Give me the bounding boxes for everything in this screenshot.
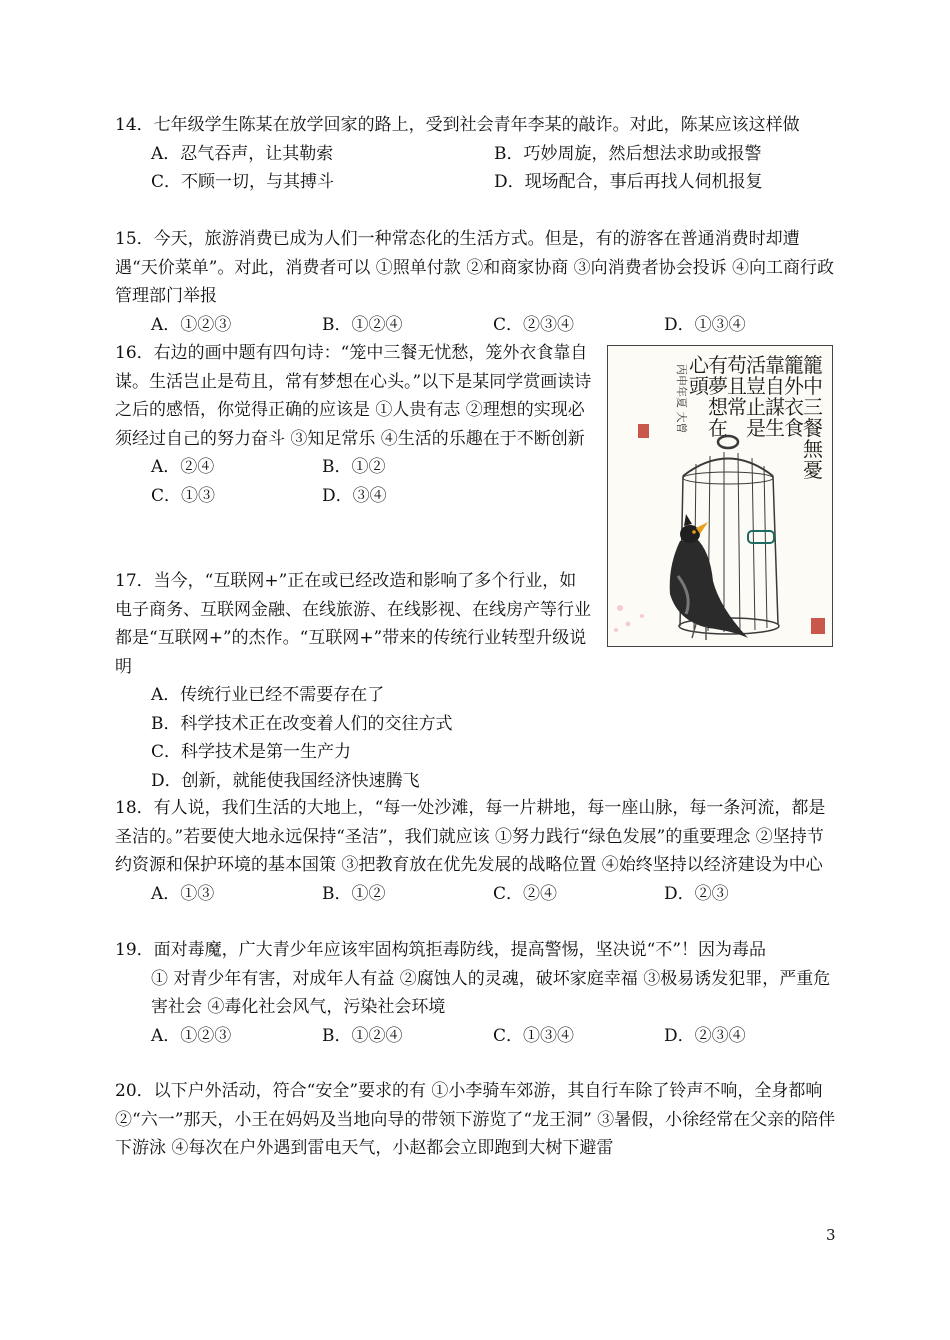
inscription-glyph: 常 [727, 395, 747, 419]
option-d: D．创新，就能使我国经济快速腾飞 [151, 770, 420, 791]
seal-icon [811, 618, 825, 634]
bird-cage-painting [607, 345, 833, 647]
inscription-glyph: 頭 [689, 374, 709, 398]
inscription-glyph: 夢 [708, 374, 728, 398]
page-number: 3 [826, 1226, 836, 1244]
inscription-glyph: 且 [727, 374, 747, 398]
inscription-glyph: 衣 [784, 395, 804, 419]
question-stem: 15．今天，旅游消费已成为人们一种常态化的生活方式。但是，有的游客在普通消费时却遭遇“天价菜单”。对此，消费者可以 ①照单付款 ②和商家协商 ③向消费者协会投诉 ④向工商行政管理部门举报 [115, 229, 834, 306]
option-c: C．①③④ [493, 1025, 575, 1046]
inscription-glyph: 是 [746, 416, 766, 440]
question-14 [115, 111, 837, 197]
option-a: A．①②③ [151, 314, 232, 335]
option-b: B．①② [322, 457, 386, 477]
question-stem: 19．面对毒魔，广大青少年应该牢固构筑拒毒防线，提高警惕，坚决说“不”！因为毒品 [115, 940, 767, 960]
question-statements: ① 对青少年有害，对成年人有益 ②腐蚀人的灵魂，破坏家庭幸福 ③极易诱发犯罪，严重危害社会 ④毒化社会风气，污染社会环境 [151, 968, 831, 1017]
question-17 [115, 567, 593, 795]
inscription-glyph: 豈 [746, 374, 766, 398]
option-a: A．②④ [151, 457, 215, 477]
option-d: D．现场配合，事后再找人伺机报复 [494, 172, 763, 192]
inscription-glyph: 中 [803, 374, 823, 398]
option-c: C．①③ [151, 485, 216, 506]
question-19 [115, 936, 837, 1050]
option-a: A．①③ [151, 883, 215, 904]
question-stem: 14．七年级学生陈某在放学回家的路上，受到社会青年李某的敲诈。对此，陈某应该这样做 [115, 115, 800, 135]
inscription-glyph: 想 [708, 395, 728, 419]
inscription-glyph: 籠 [803, 353, 823, 377]
question-stem: 18．有人说，我们生活的大地上，“每一处沙滩，每一片耕地，每一座山脉，每一条河流，都是圣洁的。”若要使大地永远保持“圣洁”，我们就应该 ①努力践行“绿色发展”的重要理念 ②坚持节约资源和保护环境的基本国策 ③把教育放在优先发展的战略位置 ④始终坚持以经济建设为中心 [115, 798, 826, 875]
option-a: A．①②③ [151, 1025, 232, 1046]
question-stem: 20．以下户外活动，符合“安全”要求的有 ①小李骑车郊游，其自行车除了铃声不响，全身都响 ②“六一”那天，小王在妈妈及当地向导的带领下游览了“龙王洞” ③暑假，小徐经常在父亲的陪伴下游泳 ④每次在户外遇到雷电天气，小赵都会立即跑到大树下避雷 [115, 1081, 836, 1158]
inscription-glyph: 心 [689, 353, 709, 377]
option-c: C．②③④ [493, 314, 575, 335]
inscription-glyph: 憂 [803, 458, 823, 482]
options [115, 1022, 837, 1051]
option-c: C．不顾一切，与其搏斗 [151, 172, 335, 192]
options [115, 140, 837, 197]
option-b: B．巧妙周旋，然后想法求助或报警 [494, 143, 762, 164]
option-d: D．②③ [664, 883, 729, 904]
question-20 [115, 1077, 837, 1163]
question-stem: 16．右边的画中题有四句诗：“笼中三餐无忧愁，笼外衣食靠自谋。生活岂止是苟且，常有梦想在心头。”以下是某同学赏画读诗之后的感悟，你觉得正确的应该是 ①人贵有志 ②理想的实现必须经过自己的努力奋斗 ③知足常乐 ④生活的乐趣在于不断创新 [115, 343, 592, 449]
inscription-glyph: 活 [746, 353, 766, 377]
option-b: B．①② [322, 883, 386, 904]
options [115, 453, 593, 510]
inscription-glyph: 外 [784, 374, 804, 398]
option-c: C．②④ [493, 883, 558, 904]
option-a: A．传统行业已经不需要存在了 [151, 685, 385, 705]
inscription-glyph: 靠 [765, 353, 785, 377]
inscription-glyph: 無 [803, 437, 823, 461]
inscription-glyph: 謀 [765, 395, 785, 419]
option-b: B．①②④ [322, 314, 403, 335]
seal-icon [638, 424, 649, 438]
question-16 [115, 339, 593, 510]
option-c: C．科学技术是第一生产力 [151, 742, 352, 762]
inscription-glyph: 生 [765, 416, 785, 440]
inscription-glyph: 自 [765, 374, 785, 398]
inscription-glyph: 有 [708, 353, 728, 377]
question-15 [115, 225, 837, 339]
painting-signature: 丙申年夏 大曾 [675, 364, 688, 434]
option-b: B．科学技术正在改变着人们的交往方式 [151, 713, 453, 734]
inscription-glyph: 止 [746, 395, 766, 419]
question-stem: 17．当今，“互联网+”正在或已经改造和影响了多个行业，如电子商务、互联网金融、在线旅游、在线影视、在线房产等行业都是“互联网+”的杰作。“互联网+”带来的传统行业转型升级说明 [115, 571, 591, 677]
option-d: D．②③④ [664, 1025, 746, 1046]
painting-inscription [689, 353, 824, 482]
inscription-glyph: 三 [803, 395, 823, 419]
question-18 [115, 794, 837, 908]
option-d: D．③④ [322, 485, 387, 506]
inscription-glyph: 餐 [803, 416, 823, 440]
inscription-glyph: 食 [784, 416, 804, 440]
option-d: D．①③④ [664, 314, 746, 335]
options [115, 880, 837, 909]
option-b: B．①②④ [322, 1025, 403, 1046]
inscription-glyph: 苟 [727, 353, 747, 377]
option-a: A．忍气吞声，让其勒索 [151, 143, 334, 164]
options [115, 681, 593, 795]
inscription-glyph: 在 [708, 416, 728, 440]
inscription-glyph: 籠 [784, 353, 804, 377]
options [115, 311, 837, 340]
